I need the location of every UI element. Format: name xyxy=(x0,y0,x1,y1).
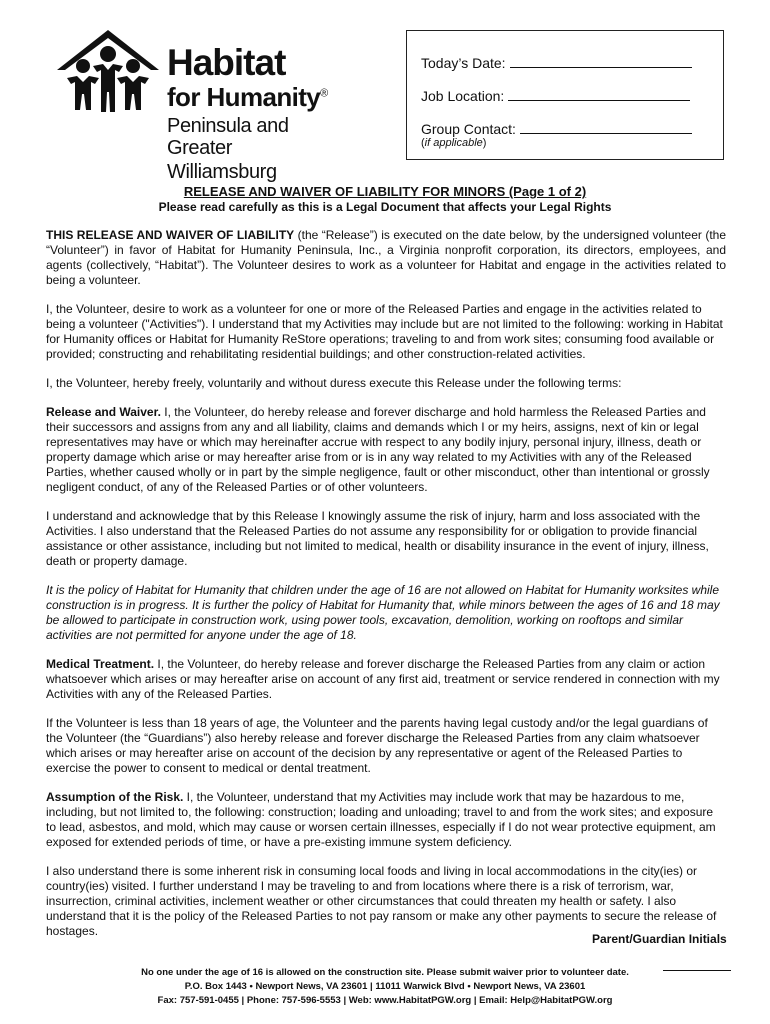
footer-notice: No one under the age of 16 is allowed on the construction site. Please submit waiver prior to volunteer date. xyxy=(141,967,629,978)
habitat-house-people-icon xyxy=(55,26,161,116)
location-label: Job Location: xyxy=(421,88,505,104)
paragraph-assumption-risk: Assumption of the Risk. I, the Volunteer, understand that my Activities may include work that may be hazardous to me, including, but not limited to, the following: construction; loading and unloading; travel to and from the work sites; and exposure to lead, asbestos, and mold, which may cause or worsen certain illnesses, especially if I do not wear protective equipment, am exposed for extended periods of time, or have a pre-existing immune system deficiency. xyxy=(46,790,716,849)
paragraph-travel-risk: I also understand there is some inherent risk in consuming local foods and living in local accommodations in the city(ies) or country(ies) visited. I further understand I may be traveling to and from locations where there is a risk of terrorism, war, insurrection, criminal activities, inclement weather or other circumstances that could threaten my health or safety. I also understand that it is the policy of the Released Parties to not pay ransom or make any other payments to secure the release of hostages. xyxy=(46,864,717,938)
location-row xyxy=(421,86,690,104)
parent-guardian-initials-label: Parent/Guardian Initials xyxy=(592,932,727,946)
info-box xyxy=(406,30,724,160)
document-body xyxy=(46,228,726,953)
paragraph-guardians: If the Volunteer is less than 18 years of age, the Volunteer and the parents having legal custody and/or the legal guardians of the Volunteer (the “Guardians”) also hereby release and forever discharge the Released Parties from any claim whatsoever which arises or may hereafter arise on account of the decision by any representative or agent of the Released Parties to exercise the power to consent to medical or dental treatment. xyxy=(46,716,708,775)
logo-region-line2: Greater Williamsburg xyxy=(167,137,277,183)
contact-row xyxy=(421,119,692,137)
document-title: RELEASE AND WAIVER OF LIABILITY FOR MINORS (Page 1 of 2) xyxy=(183,184,587,199)
location-field[interactable] xyxy=(508,86,690,101)
date-label: Today’s Date: xyxy=(421,55,506,71)
paragraph-activities: I, the Volunteer, desire to work as a volunteer for one or more of the Released Parties and engage in the activities related to being a volunteer ("Activities"). I understand that my Activities may include but are not limited to the following: working in Habitat for Humanity offices or Habitat for Humanity ReStore operations; traveling to and from work sites; consuming food available or provided; constructing and rehabilitating residential buildings; and other construction-related activities. xyxy=(46,302,723,361)
document-subtitle: Please read carefully as this is a Legal Document that affects your Legal Rights xyxy=(158,200,612,214)
paragraph-release-waiver: Release and Waiver. I, the Volunteer, do hereby release and forever discharge and hold harmless the Released Parties and their successors and assigns from any and all liability, claims and demands which I or my heirs, assigns, next of kin or legal representatives may have or which may hereinafter accrue with respect to any bodily injury, personal injury, illness, death or property damage which arise or may hereafter arise from or is in any way related to my Activities with any of the Released Parties, whether caused wholly or in part by the simple negligence, fault or other misconduct, other than intentional or grossly negligent conduct, of any of the Released Parties or of other volunteers. xyxy=(46,405,710,494)
logo-subtitle: for Humanity® xyxy=(167,82,328,112)
logo-title: Habitat xyxy=(167,42,286,83)
footer xyxy=(0,966,770,1008)
paragraph-age-policy: It is the policy of Habitat for Humanity that children under the age of 16 are not allowed on Habitat for Humanity worksites while construction is in progress. It is further the policy of Habitat for Humanity that, while minors between the ages of 16 and 18 may be allowed to participate in construction work, using power tools, excavation, demolition, working on rooftops and similar activities are not permitted for anyone under the age of 18. xyxy=(46,583,720,642)
date-row xyxy=(421,53,692,71)
paragraph-terms: I, the Volunteer, hereby freely, voluntarily and without duress execute this Release under the following terms: xyxy=(46,376,622,390)
footer-contact: Fax: 757-591-0455 | Phone: 757-596-5553 | Web: www.HabitatPGW.org | Email: Help@HabitatPGW.org xyxy=(157,995,613,1006)
habitat-logo xyxy=(55,22,335,183)
paragraph-intro: THIS RELEASE AND WAIVER OF LIABILITY (the “Release”) is executed on the date below, by the undersigned volunteer (the “Volunteer”) in favor of Habitat for Humanity Peninsula, Inc., a Virginia nonprofit corporation, its directors, employees, and agents (collectively, “Habitat”). The Volunteer desires to work as a volunteer for Habitat and engage in the activities related to being a volunteer. xyxy=(46,228,726,287)
date-field[interactable] xyxy=(510,53,692,68)
registered-mark: ® xyxy=(320,87,328,100)
footer-address: P.O. Box 1443 • Newport News, VA 23601 | 11011 Warwick Blvd • Newport News, VA 23601 xyxy=(184,981,586,992)
contact-field[interactable] xyxy=(520,119,692,134)
contact-label: Group Contact: xyxy=(421,121,516,137)
paragraph-medical-treatment: Medical Treatment. I, the Volunteer, do hereby release and forever discharge the Released Parties from any claim or action whatsoever which arises or may hereafter arise on account of any first aid, treatment or service rendered in connection with my Activities with any of the Released Parties. xyxy=(46,657,720,701)
logo-region-line1: Peninsula and xyxy=(167,115,289,137)
contact-note: (if applicable) xyxy=(421,137,487,149)
paragraph-risk-acknowledge: I understand and acknowledge that by this Release I knowingly assume the risk of injury, harm and loss associated with the Activities. I also understand that the Released Parties do not assume any responsibility for or obligation to provide financial assistance or other assistance, including but not limited to medical, health or disability insurance in the event of injury, illness, death or property damage. xyxy=(46,509,709,568)
